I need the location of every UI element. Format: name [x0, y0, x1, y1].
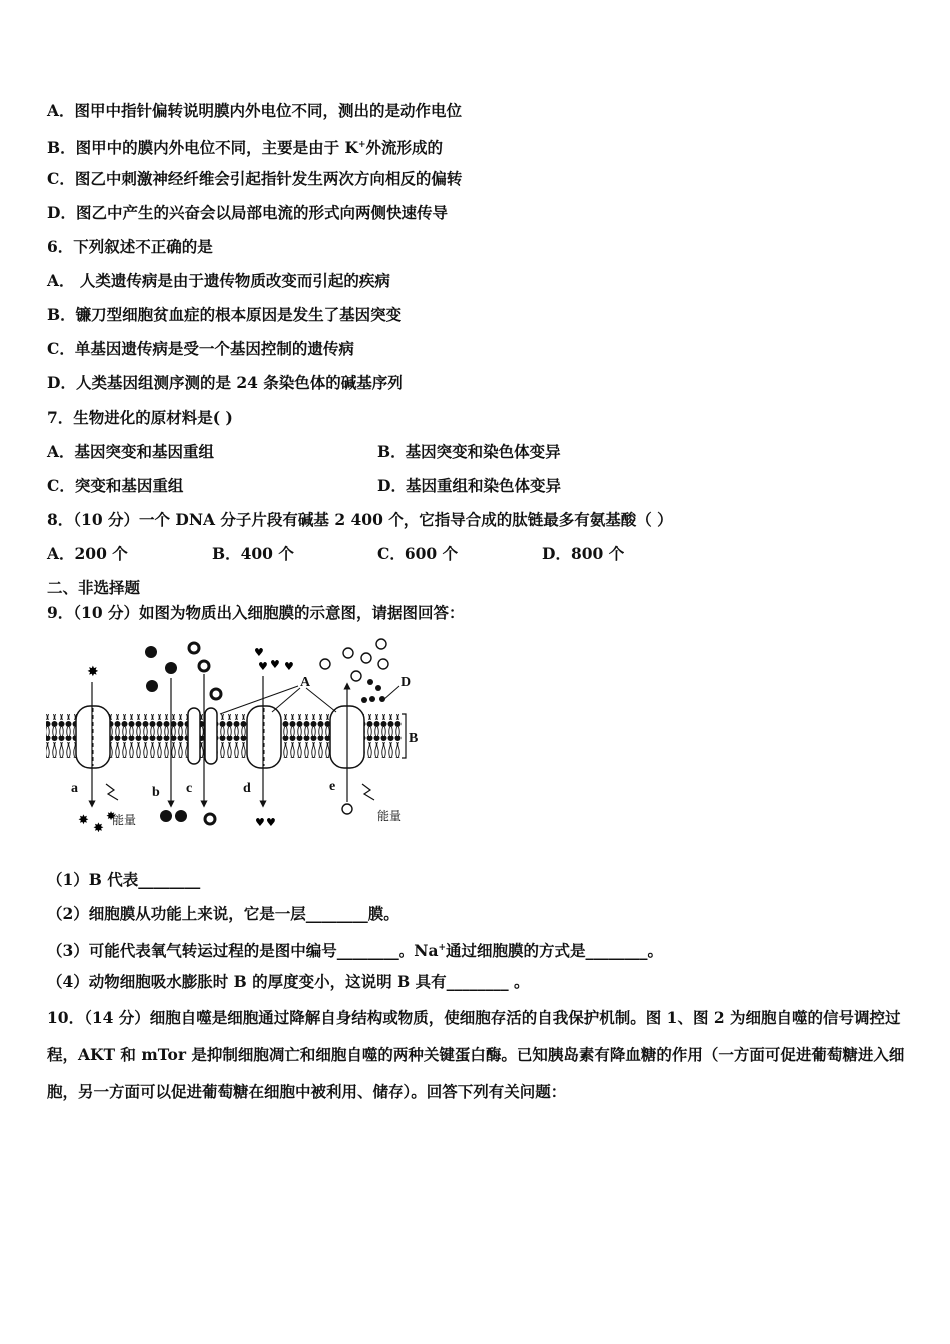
particles-outside	[87, 639, 388, 703]
svg-text:♥: ♥	[258, 660, 268, 673]
q6-option-b: B．镰刀型细胞贫血症的根本原因是发生了基因突变	[47, 305, 402, 324]
q9-sub3-sup: +	[438, 943, 447, 953]
q6-stem: 6．下列叙述不正确的是	[47, 237, 213, 256]
q7-option-c: C．突变和基因重组	[47, 476, 184, 495]
label-a-pointers	[220, 686, 336, 714]
label-c-lower: c	[186, 781, 193, 796]
q10-text: 10．（14 分）细胞自噬是细胞通过降解自身结构或物质，使细胞存活的自我保护机制。图 1、图 2 为细胞自噬的信号调控过程，AKT 和 mTor 是抑制细胞凋亡和细胞自噬的两种关键蛋白酶。已知胰岛素有降血糖的作用（一方面可促进葡萄糖进入细胞，另一方面可以促进葡萄糖在细胞中被利用、储存）。回答下列有关问题：	[47, 1008, 905, 1101]
q5-option-b-post: 外流形成的	[365, 138, 444, 157]
cell-membrane-diagram	[44, 632, 424, 832]
q5-option-a: A．图甲中指针偏转说明膜内外电位不同，测出的是动作电位	[47, 101, 463, 120]
q9-sub3-post: 通过细胞膜的方式是________。	[446, 941, 664, 960]
svg-text:♥: ♥	[255, 816, 265, 829]
q9-sub3-pre: （3）可能代表氧气转运过程的是图中编号________。Na	[47, 941, 439, 960]
svg-text:✸: ✸	[78, 813, 89, 828]
q9-sub3	[47, 938, 663, 961]
svg-text:♥: ♥	[266, 816, 276, 829]
label-a: A	[300, 675, 311, 690]
svg-text:✸: ✸	[93, 821, 104, 832]
q8-option-d: D．800 个	[542, 544, 625, 563]
label-energy-1: 能量	[112, 813, 137, 827]
svg-text:♥: ♥	[284, 660, 294, 673]
q8-option-c: C．600 个	[377, 544, 459, 563]
q6-option-c: C．单基因遗传病是受一个基因控制的遗传病	[47, 339, 354, 358]
label-d-lower: d	[243, 781, 251, 796]
svg-text:♥: ♥	[270, 658, 280, 671]
q9-stem: 9．（10 分）如图为物质出入细胞膜的示意图，请据图回答：	[47, 603, 465, 622]
q5-option-b-sup: +	[357, 140, 366, 150]
svg-text:✸: ✸	[106, 809, 117, 823]
q7-option-b: B．基因突变和染色体变异	[377, 442, 561, 461]
q9-sub2: （2）细胞膜从功能上来说，它是一层________膜。	[47, 904, 399, 923]
q7-stem: 7．生物进化的原材料是( )	[47, 408, 233, 427]
q8-option-a: A．200 个	[47, 544, 128, 563]
q6-option-d: D．人类基因组测序测的是 24 条染色体的碱基序列	[47, 373, 403, 392]
protein-channel-a	[76, 706, 110, 768]
protein-channel-d	[247, 706, 281, 768]
q8-stem: 8．（10 分）一个 DNA 分子片段有碱基 2 400 个，它指导合成的肽链最多有氨基酸（ ）	[47, 510, 673, 529]
label-b: B	[409, 731, 419, 746]
q5-option-d: D．图乙中产生的兴奋会以局部电流的形式向两侧快速传导	[47, 203, 448, 222]
q8-option-b: B．400 个	[212, 544, 294, 563]
label-b-lower: b	[152, 785, 160, 800]
label-e-lower: e	[329, 779, 336, 794]
q7-option-a: A．基因突变和基因重组	[47, 442, 215, 461]
q9-sub4: （4）动物细胞吸水膨胀时 B 的厚度变小，这说明 B 具有________ 。	[47, 972, 530, 991]
label-d: D	[401, 675, 412, 690]
q5-option-c: C．图乙中刺激神经纤维会引起指针发生两次方向相反的偏转	[47, 169, 463, 188]
q5-option-b	[47, 135, 443, 158]
q5-option-b-pre: B．图甲中的膜内外电位不同，主要是由于 K	[47, 138, 358, 157]
q9-sub1: （1）B 代表________	[47, 870, 201, 889]
label-energy-2: 能量	[377, 809, 402, 823]
section-heading: 二、非选择题	[47, 578, 141, 597]
svg-text:✸: ✸	[87, 664, 99, 680]
svg-text:♥: ♥	[254, 646, 264, 659]
q6-option-a: A． 人类遗传病是由于遗传物质改变而引起的疾病	[47, 271, 390, 290]
label-a-lower: a	[71, 781, 78, 796]
q7-option-d: D．基因重组和染色体变异	[377, 476, 561, 495]
